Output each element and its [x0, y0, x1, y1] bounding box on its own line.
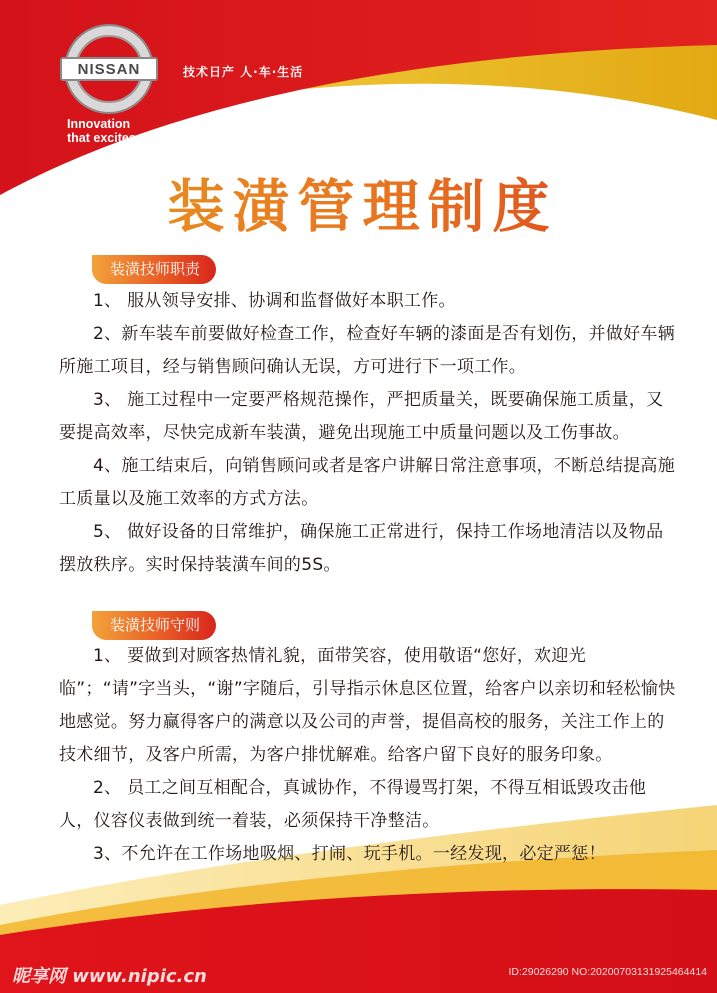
nissan-logo: [60, 26, 158, 112]
watermark-id: ID:29026290 NO:20200703131925464414: [508, 966, 707, 978]
list-item: 4、施工结束后，向销售顾问或者是客户讲解日常注意事项，不断总结提高施工质量以及施工效率的方式方法。: [59, 456, 676, 509]
list-item: 2、新车装车前要做好检查工作，检查好车辆的漆面是否有划伤，并做好车辆所施工项目，经与销售顾问确认无误，方可进行下一项工作。: [59, 324, 676, 377]
list-item: 5、 做好设备的日常维护，确保施工正常进行，保持工作场地清洁以及物品摆放秩序。实时保持装潢车间的5S。: [59, 522, 664, 575]
page-title: 装潢管理制度: [0, 172, 717, 242]
list-item: 1、 要做到对顾客热情礼貌，面带笑容，使用敬语“您好，欢迎光临”；“请”字当头，“谢”字随后，引导指示休息区位置，给客户以亲切和轻松愉快地感觉。努力赢得客户的满意以及公司的声誉，提倡高校的服务，关注工作上的技术细节，及客户所需，为客户排忧解难。给客户留下良好的服务印象。: [59, 646, 676, 765]
list-item: 3、 施工过程中一定要严格规范操作，严把质量关，既要确保施工质量，又要提高效率，尽快完成新车装潢，避免出现施工中质量问题以及工伤事故。: [59, 390, 664, 443]
brand-slogan: 技术日产 人·车·生活: [183, 65, 304, 79]
tagline-line-1: Innovation: [67, 117, 131, 131]
logo-text: NISSAN: [77, 60, 141, 78]
tagline-line-2: that excites: [67, 131, 136, 145]
list-item: 2、 员工之间互相配合，真诚协作，不得谩骂打架，不得互相诋毁攻击他人，仪容仪表做到统一着装，必须保持干净整洁。: [59, 778, 647, 831]
section-heading-rules: 装潢技师守则: [92, 611, 216, 640]
section-heading-duties: 装潢技师职责: [92, 255, 216, 284]
watermark-site: 昵享网 www.nipic.cn: [12, 966, 207, 987]
logo-bar: [60, 57, 158, 81]
list-item: 3、不允许在工作场地吸烟、打闹、玩手机。一经发现，必定严惩！: [93, 844, 606, 864]
list-item: 1、 服从领导安排、协调和监督做好本职工作。: [93, 291, 456, 311]
rules-list: [59, 640, 679, 871]
brand-tagline: [67, 117, 136, 145]
duties-list: [59, 285, 679, 582]
